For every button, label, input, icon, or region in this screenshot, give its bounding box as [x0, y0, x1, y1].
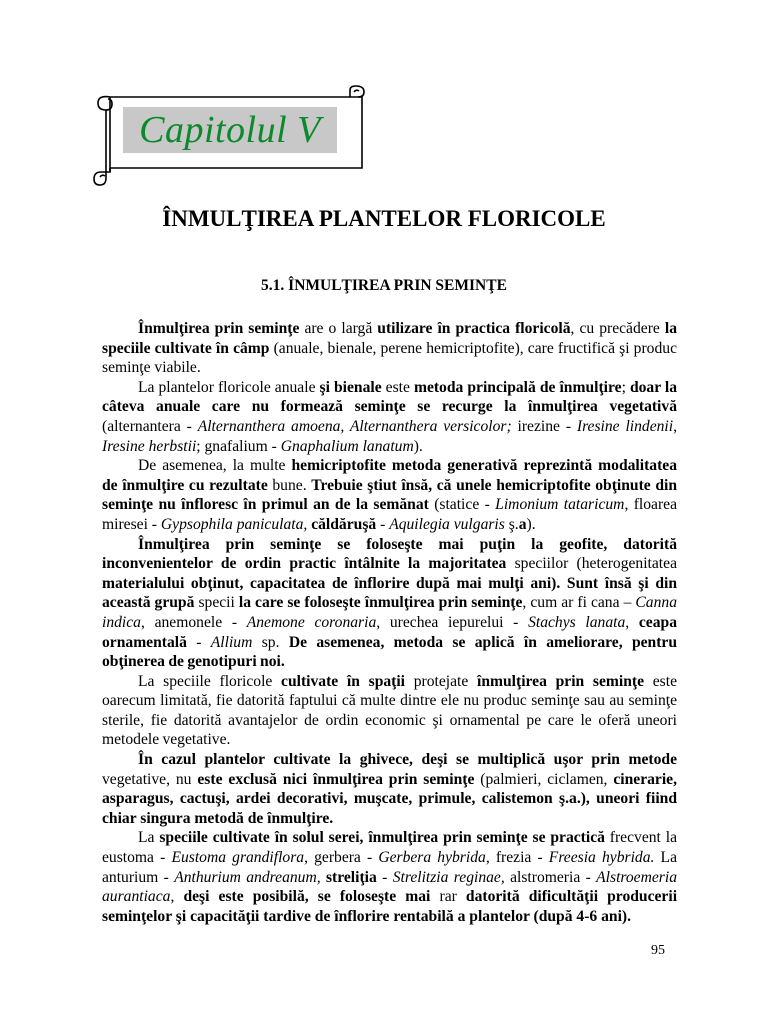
text-run: De asemenea, la multe [138, 457, 292, 475]
text-run: vegetative, nu [102, 770, 198, 788]
text-run: Gerbera hybrida [378, 849, 486, 867]
text-run: La speciile floricole [138, 672, 282, 690]
text-run: specii [194, 594, 239, 612]
text-run: înmulţirea prin seminţe [477, 672, 645, 690]
text-run: alstromeria - [504, 868, 597, 886]
body-text [102, 319, 677, 926]
text-run: Anemone coronaria, [246, 613, 381, 631]
text-run: Înmulţirea prin seminţe [138, 320, 300, 337]
text-run: , floarea miresei - [102, 496, 677, 533]
text-run: Freesia hybrida. [548, 849, 655, 867]
text-run: utilizare în practica floricolă [377, 320, 571, 337]
text-run: urechea iepurelui - [380, 613, 529, 631]
text-run: ; [621, 378, 630, 396]
text-run: , [170, 888, 184, 906]
text-run: Alstroemeria aurantiaca [102, 868, 677, 906]
text-run: doar la câteva anuale care nu formează seminţe se recurge la înmulţirea vegetativă [102, 378, 678, 416]
text-run: hemicriptofite metoda generativă reprezintă modalitatea de înmulţire cu rezultate [102, 457, 677, 494]
text-run: ceapa ornamentală [102, 613, 677, 651]
text-run: (alternantera - [102, 417, 198, 435]
text-run: Stachys lanata, [528, 613, 630, 631]
text-run: căldăruşă [311, 515, 377, 533]
paragraph [102, 750, 677, 828]
text-run: şi bienale [319, 378, 382, 396]
text-run: Gnaphalium lanatum [280, 437, 414, 455]
text-run: ). [526, 515, 536, 533]
text-run: Eustoma grandiflora [171, 849, 305, 867]
text-run: bune. [267, 476, 312, 494]
text-run: Limonium tataricum [495, 496, 625, 514]
text-run: protejate [405, 672, 478, 690]
text-run: - [186, 633, 211, 651]
text-run: la care se foloseşte înmulţirea prin seminţe [238, 594, 523, 612]
text-run: (anuale, bienale, perene hemicriptofite), care fructifică şi produc seminţe viabile. [102, 339, 677, 377]
page-number: 95 [651, 943, 665, 958]
text-run: ). [413, 437, 423, 455]
text-run: Iresine lindenii, Iresine herbstii [102, 417, 677, 455]
text-run: Anthurium andreanum, [174, 868, 321, 886]
text-run: ş. [504, 515, 519, 533]
text-run: streliţia [325, 868, 377, 886]
paragraph [102, 378, 677, 456]
text-run: la speciile cultivate în câmp [102, 320, 677, 357]
text-run: , anemonele - [140, 613, 247, 631]
text-run: este exclusă nici înmulţirea prin seminţe [197, 770, 475, 788]
paragraph [102, 319, 677, 378]
text-run: a [518, 515, 527, 533]
text-run: cultivate în spaţii [281, 672, 406, 690]
text-run: De asemenea, metoda se aplică în ameliorare, pentru obţinerea de genotipuri noi. [102, 633, 678, 671]
text-run: irezine - [511, 417, 577, 435]
text-run [629, 614, 639, 631]
text-run: În cazul plantelor cultivate la ghivece, deşi se multiplică uşor prin metode [138, 751, 677, 769]
text-run: , cu precădere [570, 320, 665, 337]
text-run: rar [430, 888, 466, 906]
text-run: Gypsophila paniculata, [160, 515, 308, 533]
text-run: cinerarie, asparagus, cactuşi, ardei decorativi, muşcate, primule, calistemon ş.a.), uneori fiind chiar singura metodă de înmulţire. [102, 770, 677, 827]
text-run: are o largă [299, 320, 378, 337]
chapter-title: Capitolul V [139, 109, 321, 151]
paragraph [102, 535, 677, 672]
text-run: Alternanthera amoena, Alternanthera versicolor; [197, 417, 512, 435]
text-run: Strelitzia reginae, [392, 868, 505, 886]
text-run: Înmulţirea prin seminţe se foloseşte mai puţin la geofite, datorită inconvenientelor de ordin practic întâlnite la majoritatea [102, 535, 677, 573]
text-run: speciilor (heterogenitatea [506, 555, 677, 573]
chapter-label-box [123, 107, 337, 153]
text-run: datorită dificultăţii producerii seminţelor şi capacităţii tardive de înflorire rentabilă a plantelor (după 4-6 ani). [102, 888, 678, 925]
text-run: , cum ar fi cana – [522, 594, 636, 612]
text-run: este [381, 378, 414, 396]
section-heading: 5.1. ÎNMULŢIREA PRIN SEMINŢE [261, 277, 507, 294]
text-run: , frezia - [485, 849, 549, 867]
text-run: materialului obţinut, capacitatea de înflorire după mai mulţi ani). Sunt însă şi din această grupă [102, 574, 677, 612]
text-run: frecvent la eustoma - [102, 829, 677, 867]
text-run: - [376, 515, 390, 533]
text-run: (palmieri, ciclamen, [474, 770, 614, 788]
text-run: La anturium - [102, 849, 677, 886]
paragraph [102, 828, 677, 926]
paragraph [102, 672, 677, 750]
text-run: sp. [252, 633, 289, 651]
text-run: La [138, 829, 160, 847]
text-run: ; gnafalium - [196, 437, 281, 455]
text-run: - [376, 868, 393, 886]
text-run: , gerbera - [304, 849, 379, 867]
text-run: Trebuie ştiut însă, că unele hemicriptofite obţinute din seminţe nu înfloresc în primul an de la semănat [102, 476, 677, 514]
text-run: Aquilegia vulgaris [389, 515, 505, 533]
paragraph [102, 456, 677, 534]
page-title: ÎNMULŢIREA PLANTELOR FLORICOLE [162, 206, 606, 231]
text-run: Canna indica [102, 594, 677, 631]
text-run: speciile cultivate în solul serei, înmulţirea prin seminţe se practică [159, 829, 605, 847]
text-run: este oarecum limitată, fie datorită faptului că multe dintre ele nu produc seminţe sau au seminţe sterile, fie datorită avantajelor de ordin economic şi ornamental pe care le oferă uneori metodele vegetative. [102, 672, 677, 749]
text-run: La plantelor floricole anuale [138, 378, 320, 396]
text-run: deşi este posibilă, se foloseşte mai [183, 888, 431, 906]
text-run: metoda principală de înmulţire [413, 378, 622, 396]
text-run: (statice - [428, 496, 496, 514]
text-run: Allium [210, 633, 253, 651]
